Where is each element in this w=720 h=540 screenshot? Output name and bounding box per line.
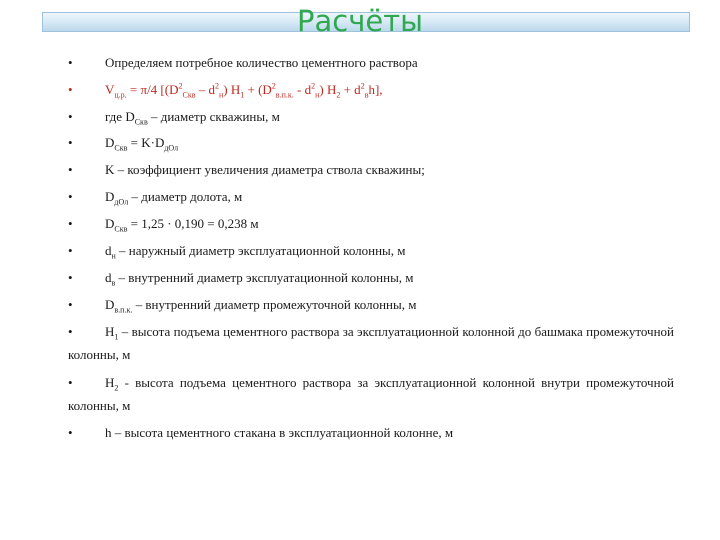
- item-text: $D_{дОл}$ – диаметр долота, м: [105, 189, 243, 207]
- item-text: где $D_{Скв}$ – диаметр скважины, м: [105, 109, 280, 127]
- item-text: $H_2$ - высота подъема цементного раствора за эксплуатационной колонной внутри промежуточной колонны, м: [68, 375, 674, 413]
- slide-title: Расчёты: [297, 4, 423, 38]
- bullet: •: [68, 55, 73, 70]
- item-text: K – коэффициент увеличения диаметра ствола скважины;: [105, 162, 425, 177]
- bullet: •: [68, 135, 73, 150]
- item-text: $D_{в.п.к.}$ – внутренний диаметр промежуточной колонны, м: [105, 297, 417, 315]
- bullet: •: [68, 82, 73, 97]
- bullet: •: [68, 297, 73, 312]
- bullet: •: [68, 189, 73, 204]
- item-text: Определяем потребное количество цементного раствора: [105, 55, 418, 70]
- item-text: $D_{Скв} = 1,25 \cdot 0,190 = 0,238$ м: [105, 216, 259, 234]
- list-item: [68, 371, 674, 417]
- bullet: •: [68, 162, 73, 177]
- bullet: •: [68, 270, 73, 285]
- bullet: •: [68, 243, 73, 258]
- item-text: $H_1$ – высота подъема цементного раствора за эксплуатационной колонной до башмака промежуточной колонны, м: [68, 324, 674, 362]
- list-item: [68, 320, 674, 366]
- item-text: h – высота цементного стакана в эксплуатационной колонне, м: [105, 425, 454, 440]
- item-text: $D_{Скв} = K\cdot D_{дОл}$: [105, 135, 179, 153]
- volume-formula: $V_{ц.р.} = \pi/4$ $[(D^2_{Скв} - d^2_н) H_1 + (D^2_{в.п.к.} - d^2_н) H_2 + d^2_вh]$,: [105, 81, 383, 100]
- item-text: $d_в$ – внутренний диаметр эксплуатационной колонны, м: [105, 270, 414, 288]
- bullet: •: [68, 425, 73, 440]
- bullet: •: [68, 109, 73, 124]
- item-text: $d_н$ – наружный диаметр эксплуатационной колонны, м: [105, 243, 406, 261]
- bullet: •: [68, 216, 73, 231]
- bullet: •: [68, 375, 73, 390]
- bullet: •: [68, 324, 73, 339]
